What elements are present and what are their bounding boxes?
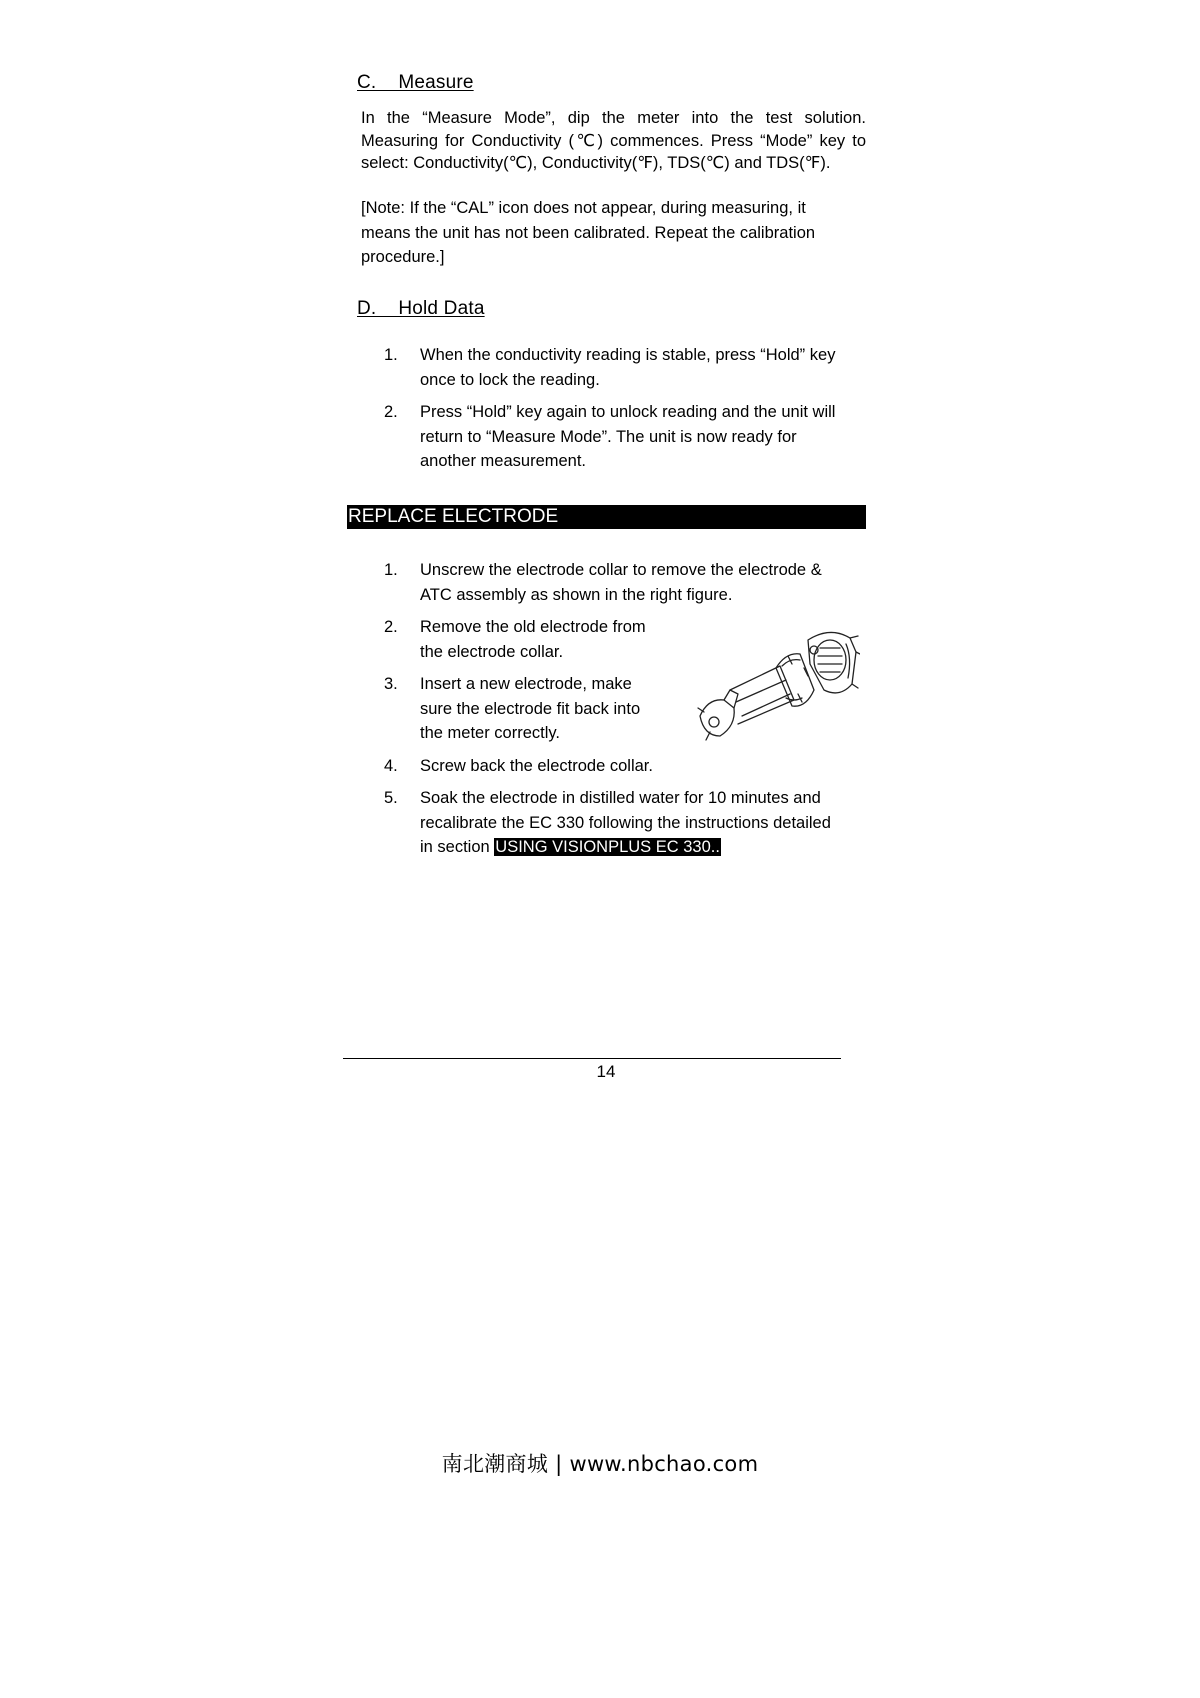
list-item-number: 5. <box>384 789 398 807</box>
list-item-text <box>384 786 874 860</box>
section-reference-link[interactable]: USING VISIONPLUS EC 330.. <box>495 838 720 856</box>
list-item-number: 1. <box>384 346 398 364</box>
list-item-number: 3. <box>384 675 398 693</box>
section-reference-prefix: in section <box>420 838 495 856</box>
replace-electrode-banner: REPLACE ELECTRODE <box>347 505 866 529</box>
paragraph-line: Measuring for Conductivity (℃) commences. Press “Mode” key to <box>361 131 866 150</box>
list-item-number: 4. <box>384 756 398 775</box>
list-item-line: Screw back the electrode collar. <box>420 756 653 775</box>
list-item-line: the electrode collar. <box>420 642 564 661</box>
page-divider <box>343 1058 841 1059</box>
electrode-assembly-icon <box>690 628 860 748</box>
list-item <box>384 558 874 607</box>
section-c-paragraph <box>361 107 866 175</box>
list-item-number: 1. <box>384 561 398 579</box>
list-item-number: 2. <box>384 618 398 636</box>
list-item-line: Soak the electrode in distilled water for 10 minutes and <box>420 789 821 807</box>
list-item-line: the meter correctly. <box>420 724 560 742</box>
list-item-line: Unscrew the electrode collar to remove the electrode & <box>420 561 822 579</box>
list-item <box>384 343 874 392</box>
paragraph-line: select: Conductivity(℃), Conductivity(℉), TDS(℃) and TDS(℉). <box>361 154 831 172</box>
list-item <box>384 786 874 860</box>
footer-watermark[interactable]: 南北潮商城 | www.nbchao.com <box>441 1452 759 1476</box>
section-d-heading: D. Hold Data <box>357 298 485 319</box>
list-item <box>384 754 874 779</box>
list-item-line: once to lock the reading. <box>420 370 600 389</box>
section-c-note <box>361 196 866 270</box>
paragraph-line: In the “Measure Mode”, dip the meter into the test solution. <box>361 109 866 127</box>
list-item-line: sure the electrode fit back into <box>420 699 641 718</box>
note-line: means the unit has not been calibrated. Repeat the calibration <box>361 223 816 242</box>
list-item-text <box>384 558 874 607</box>
list-item <box>384 400 874 474</box>
list-item-line: Insert a new electrode, make <box>420 675 632 693</box>
list-item-line: ATC assembly as shown in the right figure. <box>420 585 733 604</box>
note-line: [Note: If the “CAL” icon does not appear, during measuring, it <box>361 199 806 217</box>
list-item-text <box>384 754 874 779</box>
list-item-line: another measurement. <box>420 452 587 470</box>
list-item-line <box>420 835 874 860</box>
list-item-line: Press “Hold” key again to unlock reading and the unit will <box>420 403 836 421</box>
list-item-line: return to “Measure Mode”. The unit is now ready for <box>420 427 797 446</box>
list-item-line: Remove the old electrode from <box>420 618 646 636</box>
list-item-line: recalibrate the EC 330 following the instructions detailed <box>420 813 831 832</box>
list-item-text <box>384 343 874 392</box>
list-item-text <box>384 400 874 474</box>
list-item-number: 2. <box>384 403 398 421</box>
note-line: procedure.] <box>361 248 445 266</box>
list-item-line: When the conductivity reading is stable, press “Hold” key <box>420 346 836 364</box>
hold-data-list <box>384 343 874 474</box>
page-number: 14 <box>596 1062 616 1081</box>
section-c-heading: C. Measure <box>357 72 474 93</box>
